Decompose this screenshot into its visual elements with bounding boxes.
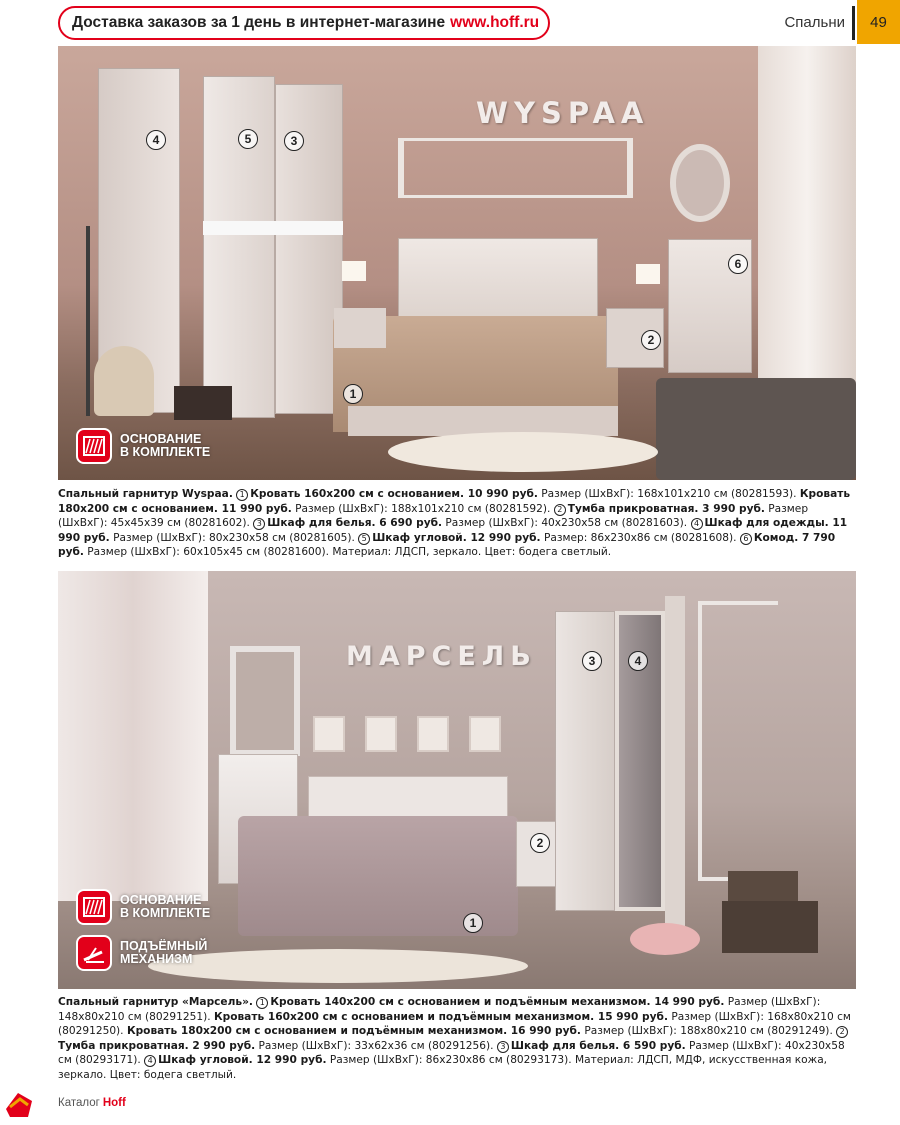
wardrobe-side	[665, 596, 685, 936]
item-badge-3: 3	[582, 651, 602, 671]
item-badge-2: 2	[641, 330, 661, 350]
delivery-banner-text: Доставка заказов за 1 день в интернет-магазине	[72, 14, 446, 31]
caption-text: Размер (ШхВхГ): 168х101х210 см (80281593).	[541, 488, 797, 500]
lift-mechanism-icon	[76, 935, 112, 971]
caption-bold-text: Шкаф угловой. 12 990 руб.	[158, 1054, 327, 1067]
caption-bold-text: Спальный гарнитур «Марсель».	[58, 996, 253, 1008]
table-lamp-left	[342, 261, 366, 281]
item-number-circle: 3	[253, 518, 265, 530]
item-number-circle: 4	[691, 518, 703, 530]
hoff-logo-icon	[4, 1089, 34, 1119]
pouf	[94, 346, 154, 416]
bed-base-icon	[76, 889, 112, 925]
marsel-caption	[58, 995, 858, 1083]
caption-text: Размер (ШхВхГ): 148х80х210 см (80291251).	[58, 996, 821, 1023]
feature-label: ПОДЪЁМНЫЙ МЕХАНИЗМ	[120, 939, 208, 966]
footer-catalog	[58, 1097, 126, 1109]
caption-text: Размер (ШхВхГ): 45х45х39 см (80281602).	[58, 502, 809, 530]
item-number-circle: 6	[740, 533, 752, 545]
round-mirror	[670, 144, 730, 222]
caption-text: Размер: 86х230х86 см (80281608).	[543, 531, 737, 544]
footer-catalog-label: Каталог	[58, 1097, 100, 1109]
corner-wardrobe-5	[203, 76, 275, 418]
caption-bold-text: Шкаф для одежды. 11 990 руб.	[58, 517, 848, 544]
caption-bold-text: Комод. 7 790 руб.	[58, 531, 836, 559]
caption-bold-text: Кровать 180х200 см с основанием и подъёмным механизмом. 16 990 руб.	[126, 1025, 581, 1038]
item-number-circle: 3	[497, 1041, 509, 1053]
floor-lamp	[86, 226, 90, 416]
caption-bold-text: Тумба прикроватная. 2 990 руб.	[58, 1039, 256, 1052]
feature-lift-mechanism	[76, 935, 207, 971]
caption-bold-text: Кровать 160х200 см с основанием и подъёмным механизмом. 15 990 руб.	[213, 1010, 668, 1023]
caption-text: Размер (ШхВхГ): 33х62х36 см (80291256).	[258, 1039, 494, 1052]
caption-text: Размер (ШхВхГ): 168х80х210 см (80291250).	[58, 1010, 851, 1038]
gloss-strip	[203, 221, 343, 235]
caption-bold-text: Шкаф для белья. 6 690 руб.	[267, 517, 443, 530]
caption-bold-text: Тумба прикроватная. 3 990 руб.	[567, 502, 765, 515]
item-number-circle: 1	[256, 997, 268, 1009]
section-title: Спальни	[784, 14, 845, 31]
wall-mirror	[230, 646, 300, 756]
item-number-circle: 2	[836, 1026, 848, 1038]
caption-bold-text: Кровать 180х200 см с основанием. 11 990 руб.	[58, 488, 851, 515]
item-number-circle: 4	[144, 1055, 156, 1067]
wyspaa-bedroom-photo	[58, 46, 856, 480]
curtain	[58, 571, 208, 901]
caption-bold-text: Шкаф для белья. 6 590 руб.	[510, 1039, 686, 1052]
caption-text: Размер (ШхВхГ): 40х230х58 см (80281603).	[445, 517, 688, 530]
wall-picture	[313, 716, 345, 752]
item-number-circle: 5	[358, 533, 370, 545]
caption-bold-text: Кровать 140х200 см с основанием и подъёмным механизмом. 14 990 руб.	[270, 996, 725, 1008]
header-divider	[852, 6, 855, 40]
storage-box	[174, 386, 232, 420]
item-badge-4: 4	[146, 130, 166, 150]
item-badge-1: 1	[343, 384, 363, 404]
brand-wall-letters: WYSPAA	[476, 96, 650, 130]
caption-text: Размер (ШхВхГ): 60х105х45 см (80281600). Материал: ЛДСП, зеркало. Цвет: бодега светлый.	[87, 546, 612, 559]
footer-brand: Hoff	[102, 1097, 126, 1109]
caption-text: Размер (ШхВхГ): 40х230х58 см (80293171).	[58, 1039, 845, 1067]
wall-picture	[365, 716, 397, 752]
marsel-bedroom-photo	[58, 571, 856, 989]
brand-wall-letters: МАРСЕЛЬ	[346, 641, 537, 672]
feature-base-included	[76, 428, 210, 464]
item-badge-1: 1	[463, 913, 483, 933]
trunk	[722, 901, 818, 953]
wyspaa-caption	[58, 487, 858, 560]
feature-label: ОСНОВАНИЕ В КОМПЛЕКТЕ	[120, 432, 211, 459]
table-lamp-right	[636, 264, 660, 284]
sofa	[656, 378, 856, 480]
delivery-banner[interactable]	[58, 6, 550, 40]
nightstand-2	[516, 821, 556, 887]
page-number: 49	[857, 0, 900, 44]
caption-text: Размер (ШхВхГ): 80х230х58 см (80281605).	[113, 531, 355, 544]
bed-base	[348, 406, 618, 436]
shelving-unit	[698, 601, 778, 881]
caption-bold-text: Шкаф угловой. 12 990 руб.	[372, 531, 541, 544]
item-badge-6: 6	[728, 254, 748, 274]
caption-bold-text: Кровать 160х200 см с основанием. 10 990 руб.	[250, 488, 538, 500]
feature-label: ОСНОВАНИЕ В КОМПЛЕКТЕ	[120, 893, 211, 920]
wall-picture	[469, 716, 501, 752]
wall-picture	[417, 716, 449, 752]
floor-pillow	[630, 923, 700, 955]
item-number-circle: 2	[554, 504, 566, 516]
item-badge-4: 4	[628, 651, 648, 671]
wall-shelf	[398, 138, 633, 198]
rug	[388, 432, 658, 472]
caption-text: Размер (ШхВхГ): 188х101х210 см (80281592).	[295, 502, 551, 515]
item-number-circle: 1	[236, 489, 248, 501]
nightstand-left	[334, 308, 386, 348]
bed-base-icon	[76, 428, 112, 464]
curtain	[758, 46, 856, 426]
store-url-link[interactable]: www.hoff.ru	[450, 14, 540, 31]
feature-base-included	[76, 889, 210, 925]
item-badge-3: 3	[284, 131, 304, 151]
caption-text: Размер (ШхВхГ): 188х80х210 см (80291249).	[584, 1025, 833, 1038]
caption-text: Размер (ШхВхГ): 86х230х86 см (80293173). Материал: ЛДСП, МДФ, искусственная кожа, зеркало. Цвет: бодега светлый.	[58, 1054, 828, 1081]
item-badge-5: 5	[238, 129, 258, 149]
caption-bold-text: Спальный гарнитур Wyspaa.	[58, 488, 233, 500]
item-badge-2: 2	[530, 833, 550, 853]
